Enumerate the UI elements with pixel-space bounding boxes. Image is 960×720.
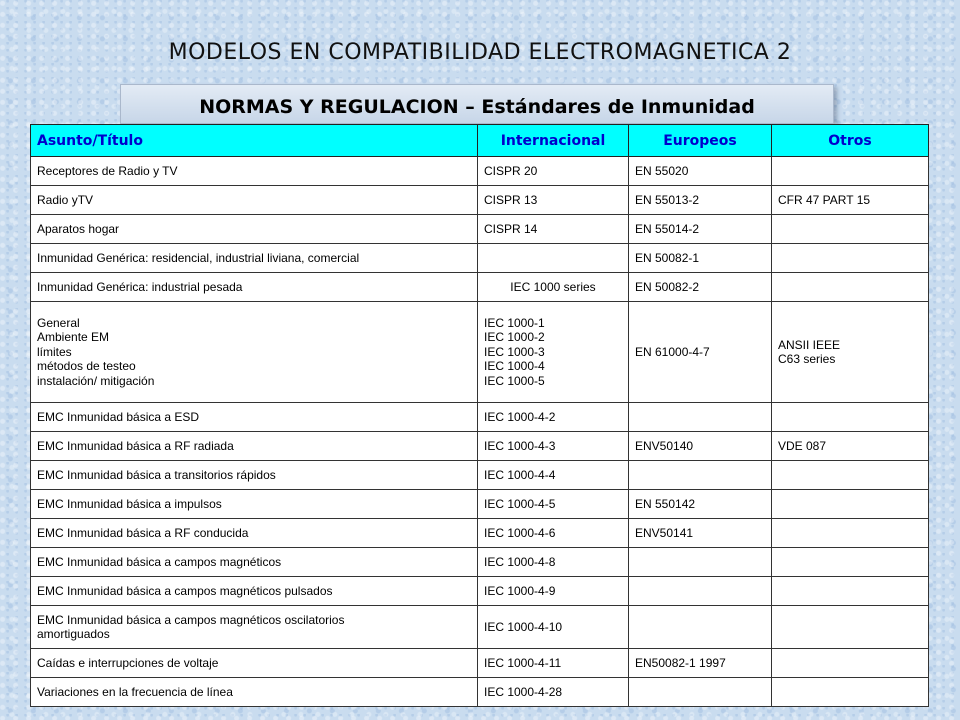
cell-otros (772, 244, 929, 273)
table-row (31, 577, 929, 606)
cell-otros (772, 215, 929, 244)
cell-asunto: Radio yTV (31, 186, 478, 215)
cell-line: C63 series (778, 352, 836, 366)
cell-line: Ambiente EM (37, 330, 110, 345)
table-row (31, 157, 929, 186)
cell-asunto (31, 302, 478, 403)
cell-otros (772, 649, 929, 678)
cell-otros (772, 273, 929, 302)
cell-line: ANSII IEEE (778, 337, 841, 352)
cell-europeos (629, 606, 772, 649)
cell-europeos (629, 461, 772, 490)
table-row (31, 519, 929, 548)
cell-europeos: ENV50141 (629, 519, 772, 548)
cell-europeos (629, 678, 772, 707)
cell-otros (772, 577, 929, 606)
cell-internacional: IEC 1000-4-3 (478, 432, 629, 461)
cell-line: EMC Inmunidad básica a campos magnéticos oscilatorios (37, 612, 345, 627)
cell-line: IEC 1000-1 (484, 315, 545, 330)
cell-otros (772, 678, 929, 707)
cell-asunto: EMC Inmunidad básica a RF conducida (31, 519, 478, 548)
header-internacional: Internacional (478, 125, 629, 157)
cell-internacional: CISPR 20 (478, 157, 629, 186)
table-header-row (31, 125, 929, 157)
cell-otros (772, 519, 929, 548)
cell-asunto: EMC Inmunidad básica a campos magnéticos pulsados (31, 577, 478, 606)
cell-asunto: Receptores de Radio y TV (31, 157, 478, 186)
header-europeos: Europeos (629, 125, 772, 157)
cell-europeos: ENV50140 (629, 432, 772, 461)
table-row (31, 403, 929, 432)
cell-otros (772, 302, 929, 403)
cell-internacional: IEC 1000-4-10 (478, 606, 629, 649)
cell-europeos: EN 61000-4-7 (629, 302, 772, 403)
table-row (31, 606, 929, 649)
cell-europeos: EN 50082-1 (629, 244, 772, 273)
cell-internacional: IEC 1000 series (478, 273, 629, 302)
cell-asunto: Inmunidad Genérica: residencial, industrial liviana, comercial (31, 244, 478, 273)
cell-internacional: IEC 1000-4-8 (478, 548, 629, 577)
standards-table-container (30, 124, 928, 707)
cell-line: métodos de testeo (37, 359, 136, 374)
cell-europeos: EN 55013-2 (629, 186, 772, 215)
cell-internacional: IEC 1000-4-9 (478, 577, 629, 606)
table-row (31, 548, 929, 577)
cell-asunto: EMC Inmunidad básica a RF radiada (31, 432, 478, 461)
cell-asunto: EMC Inmunidad básica a campos magnéticos (31, 548, 478, 577)
cell-line: instalación/ mitigación (37, 373, 155, 388)
cell-internacional: CISPR 14 (478, 215, 629, 244)
cell-otros: CFR 47 PART 15 (772, 186, 929, 215)
table-row (31, 302, 929, 403)
cell-internacional: IEC 1000-4-2 (478, 403, 629, 432)
cell-europeos (629, 577, 772, 606)
table-row (31, 215, 929, 244)
cell-line: IEC 1000-4 (484, 359, 545, 374)
cell-internacional (478, 244, 629, 273)
cell-otros (772, 461, 929, 490)
cell-internacional: IEC 1000-4-6 (478, 519, 629, 548)
cell-internacional: IEC 1000-4-4 (478, 461, 629, 490)
cell-otros (772, 606, 929, 649)
cell-otros (772, 403, 929, 432)
cell-europeos: EN 50082-2 (629, 273, 772, 302)
cell-internacional: IEC 1000-4-28 (478, 678, 629, 707)
cell-otros: VDE 087 (772, 432, 929, 461)
subtitle-banner: NORMAS Y REGULACION – Estándares de Inmunidad (120, 84, 834, 124)
cell-asunto: EMC Inmunidad básica a ESD (31, 403, 478, 432)
cell-line: IEC 1000-2 (484, 330, 545, 345)
cell-line: General (37, 315, 80, 330)
table-row (31, 244, 929, 273)
cell-internacional: CISPR 13 (478, 186, 629, 215)
standards-table (30, 124, 929, 707)
cell-otros (772, 490, 929, 519)
cell-internacional (478, 302, 629, 403)
cell-europeos: EN 550142 (629, 490, 772, 519)
cell-internacional: IEC 1000-4-5 (478, 490, 629, 519)
cell-asunto: EMC Inmunidad básica a impulsos (31, 490, 478, 519)
cell-europeos: EN 55014-2 (629, 215, 772, 244)
cell-otros (772, 548, 929, 577)
table-row (31, 186, 929, 215)
cell-asunto: Variaciones en la frecuencia de línea (31, 678, 478, 707)
cell-europeos (629, 548, 772, 577)
table-row (31, 461, 929, 490)
table-row (31, 432, 929, 461)
cell-asunto: Aparatos hogar (31, 215, 478, 244)
cell-asunto: Inmunidad Genérica: industrial pesada (31, 273, 478, 302)
table-row (31, 649, 929, 678)
cell-europeos: EN50082-1 1997 (629, 649, 772, 678)
header-otros: Otros (772, 125, 929, 157)
cell-otros (772, 157, 929, 186)
cell-line: IEC 1000-3 (484, 344, 545, 359)
table-row (31, 490, 929, 519)
cell-internacional: IEC 1000-4-11 (478, 649, 629, 678)
cell-europeos: EN 55020 (629, 157, 772, 186)
cell-asunto: Caídas e interrupciones de voltaje (31, 649, 478, 678)
cell-line: amortiguados (37, 627, 110, 641)
cell-europeos (629, 403, 772, 432)
table-row (31, 678, 929, 707)
cell-line: IEC 1000-5 (484, 373, 545, 388)
cell-asunto: EMC Inmunidad básica a transitorios rápidos (31, 461, 478, 490)
table-row (31, 273, 929, 302)
cell-line: límites (37, 344, 72, 359)
cell-asunto (31, 606, 478, 649)
page-title: MODELOS EN COMPATIBILIDAD ELECTROMAGNETICA 2 (168, 40, 792, 65)
header-asunto: Asunto/Título (31, 125, 478, 157)
